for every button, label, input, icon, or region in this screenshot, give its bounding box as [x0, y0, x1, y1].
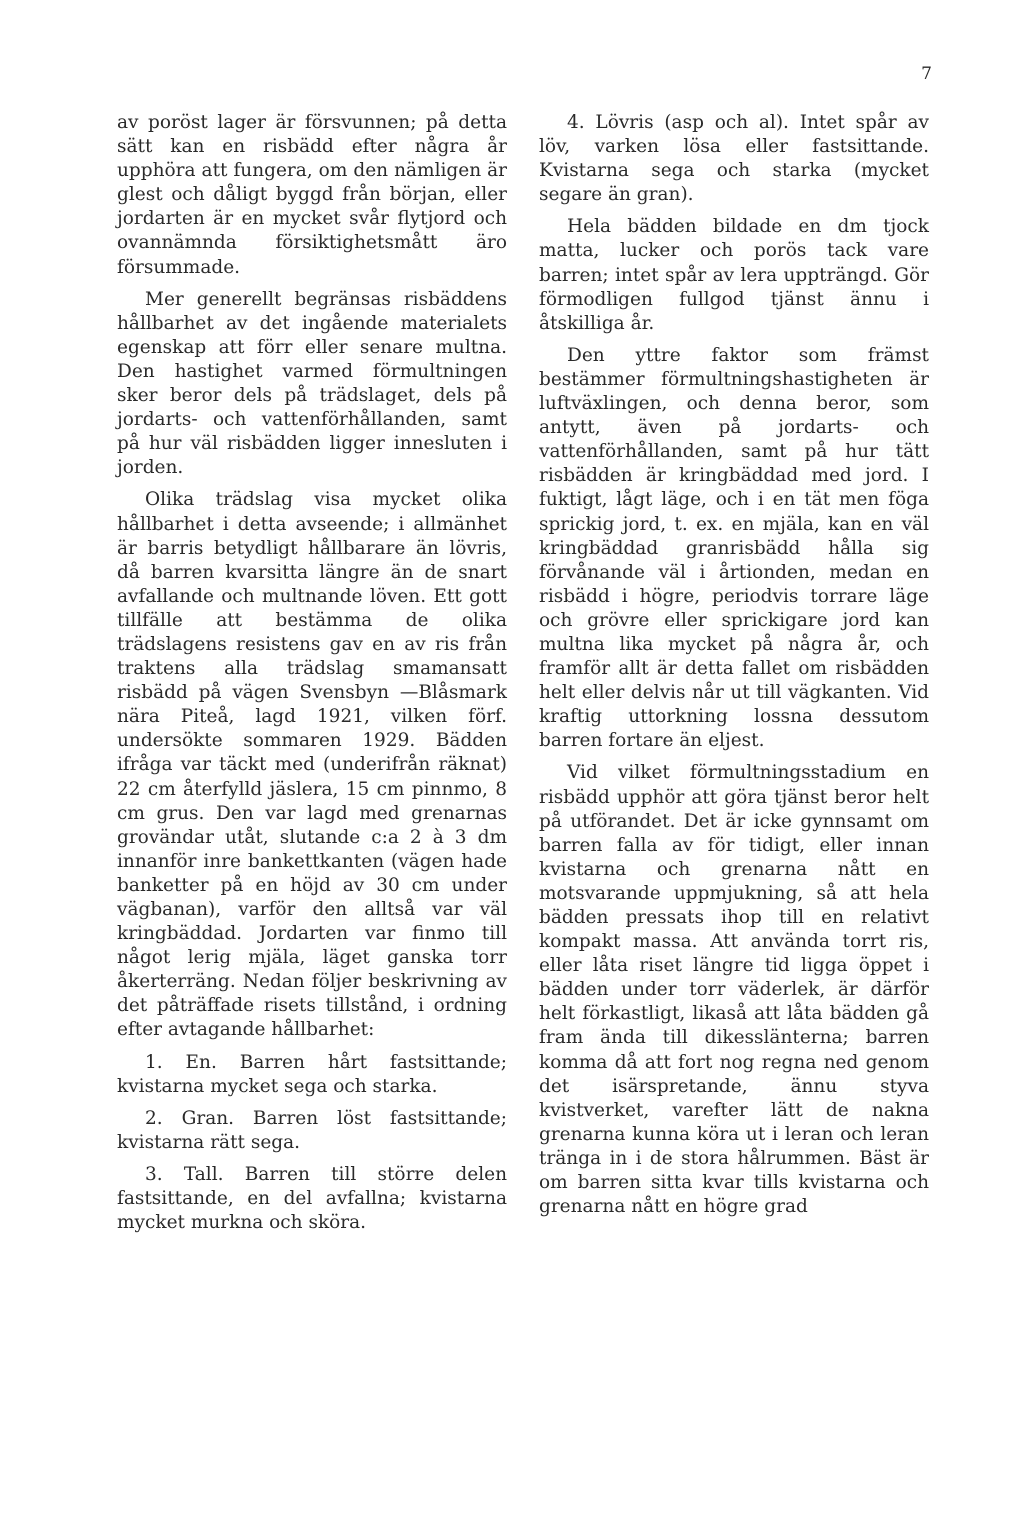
paragraph-decomposition-stage: Vid vilket förmultningsstadium en risbädd upphör att göra tjänst beror helt på utförandet. Det är icke gynnsamt om barren falla av för tidigt, eller innan kvistarna och grenarna nått en motsvarande uppmjukning, så att hela bädden pressats ihop till en relativt kompakt massa. Att använda torrt ris, eller låta riset längre tid ligga öppet i bädden under torr väderlek, är därför helt förkastligt, likaså att låta bädden gå fram ända till dikesslänterna; barren komma då att fort nog regna ned genom det isärspretande, ännu styva kvistverket, varefter lätt de nakna grenarna kunna köra ut i leran och leran tränga in i de stora hålrummen. Bäst är om barren sitta kvar tills kvistarna och grenarna nått en högre grad — [539, 762, 929, 1218]
list-item-juniper: 1. En. Barren hårt fastsittande; kvistarna mycket sega och starka. — [117, 1051, 507, 1097]
right-column — [539, 111, 929, 1227]
paragraph-tree-species: Olika trädslag visa mycket olika hållbarhet i detta avseende; i allmänhet är barris betydligt hållbarare än lövris, då barren kvarsitta längre än de snart avfallande och multnande löven. Ett gott tillfälle att bestämma de olika trädslagens resistens gav en av ris från traktens alla trädslag smamansatt risbädd på vägen Svensbyn —Blåsmark nära Piteå, lagd 1921, vilken förf. undersökte sommaren 1929. Bädden ifråga var täckt med (underifrån räknat) 22 cm återfylld jäslera, 15 cm pinnmo, 8 cm grus. Den var lagd med grenarnas grovändar utåt, slutande c:a 2 à 3 dm innanför inre bankettkanten (vägen hade banketter på en höjd av 30 cm under vägbanan), varför den alltså var väl kringbäddad. Jordarten var finmo till något lerig mjäla, läget ganska torr åkerterräng. Nedan följer beskrivning av det påträffade risets tillstånd, i ordning efter avtagande hållbarhet: — [117, 489, 507, 1041]
list-item-pine: 3. Tall. Barren till större delen fastsittande, en del avfallna; kvistarna mycket murkna och sköra. — [117, 1163, 507, 1234]
page-number: 7 — [921, 64, 932, 84]
list-item-spruce: 2. Gran. Barren löst fastsittande; kvistarna rätt sega. — [117, 1107, 507, 1153]
paragraph-continued: av poröst lager är försvunnen; på detta sätt kan en risbädd efter några år upphöra att fungera, om den nämligen är glest och dåligt byggd från början, eller jordarten är en mycket svår flytjord och ovannämnda försiktighetsmått äro försummade. — [117, 112, 507, 278]
list-item-deciduous: 4. Lövris (asp och al). Intet spår av löv, varken lösa eller fastsittande. Kvistarna sega och starka (mycket segare än gran). — [539, 112, 929, 206]
paragraph-durability: Mer generellt begränsas risbäddens hållbarhet av det ingående materialets egenskap att förr eller senare multna. Den hastighet varmed förmultningen sker beror dels på trädslaget, dels på jordarts- och vattenförhållanden, samt på hur väl risbädden ligger innesluten i jorden. — [117, 288, 507, 479]
left-column — [117, 111, 507, 1243]
paragraph-bed-condition: Hela bädden bildade en dm tjock matta, lucker och porös tack vare barren; intet spår av lera uppträngd. Gör förmodligen fullgod tjänst ännu i åtskilliga år. — [539, 216, 929, 334]
paragraph-external-factor: Den yttre faktor som främst bestämmer förmultningshastigheten är luftväxlingen, och denna beror, som antytt, även på jordarts- och vattenförhållanden, samt på hur tätt risbädden är kringbäddad med jord. I fuktigt, lågt läge, och i en tät men föga sprickig jord, t. ex. en mjäla, kan en väl kringbäddad granrisbädd hålla sig förvånande väl i årtionden, medan en risbädd i högre, periodvis torrare läge och grövre eller sprickigare jord kan multna lika mycket på några år, och framför allt är detta fallet om risbädden helt eller delvis når ut till vägkanten. Vid kraftig uttorkning lossna dessutom barren fortare än eljest. — [539, 344, 929, 752]
